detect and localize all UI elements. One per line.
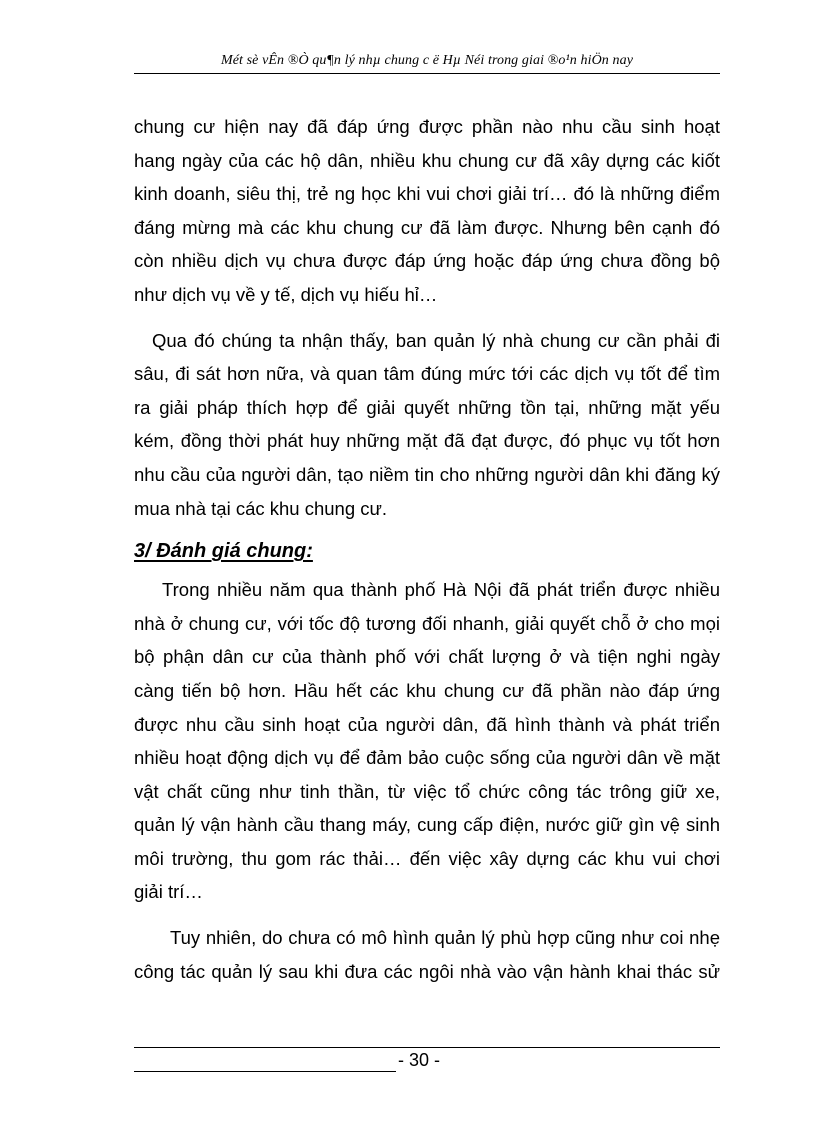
paragraph-3 <box>134 573 720 909</box>
footer-divider <box>134 1047 720 1048</box>
footer-short-rule <box>134 1071 396 1072</box>
text-line: ra giải pháp thích hợp để giải quyết những tồn tại, những mặt yếu <box>134 396 720 418</box>
paragraph-4 <box>134 921 720 988</box>
text-line: Tuy nhiên, do chưa có mô hình quản lý phù hợp cũng như coi nhẹ <box>170 927 720 949</box>
text-line: môi trường, thu gom rác thải… đến việc xây dựng các khu vui chơi <box>134 847 720 869</box>
text-line: đáng mừng mà các khu chung cư đã làm được. Nhưng bên cạnh đó <box>134 216 720 238</box>
text-line: mua nhà tại các khu chung cư. <box>134 497 388 519</box>
text-line: quản lý vận hành cầu thang máy, cung cấp điện, nước giữ gìn vệ sinh <box>134 814 720 836</box>
section-heading-text: 3/ Đánh giá chung: <box>134 540 313 563</box>
text-line: sâu, đi sát hơn nữa, và quan tâm đúng mức tới các dịch vụ tốt để tìm <box>134 363 720 385</box>
text-line: nhiều hoạt động dịch vụ để đảm bảo cuộc sống của người dân về mặt <box>134 747 720 769</box>
text-line: được nhu cầu sinh hoạt của người dân, đã hình thành và phát triển <box>134 713 720 735</box>
text-line: Qua đó chúng ta nhận thấy, ban quản lý nhà chung cư cần phải đi <box>152 329 720 351</box>
text-line: công tác quản lý sau khi đưa các ngôi nhà vào vận hành khai thác sử <box>134 960 720 982</box>
paragraph-gap <box>134 909 720 921</box>
text-line: như dịch vụ về y tế, dịch vụ hiếu hỉ… <box>134 283 438 305</box>
paragraph-1 <box>134 110 720 312</box>
text-line: Trong nhiều năm qua thành phố Hà Nội đã phát triển được nhiều <box>162 579 720 601</box>
paragraph-2 <box>134 324 720 526</box>
text-line: kém, đồng thời phát huy những mặt đã đạt được, đó phục vụ tốt hơn <box>134 430 720 452</box>
text-line: kinh doanh, siêu thị, trẻ ng học khi vui chơi giải trí… đó là những điểm <box>134 183 720 205</box>
text-line: nhu cầu của người dân, tạo niềm tin cho những người dân khi đăng ký <box>134 463 720 485</box>
text-line: hang ngày của các hộ dân, nhiều khu chung cư đã xây dựng các kiốt <box>134 149 720 171</box>
text-line: càng tiến bộ hơn. Hầu hết các khu chung cư đã phần nào đáp ứng <box>134 679 720 701</box>
text-line: giải trí… <box>134 881 203 903</box>
header-divider <box>134 73 720 74</box>
text-line: vật chất cũng như tinh thần, từ việc tổ chức công tác trông giữ xe, <box>134 780 720 802</box>
page-number: - 30 - <box>398 1050 441 1070</box>
document-body <box>134 110 720 988</box>
text-line: chung cư hiện nay đã đáp ứng được phần nào nhu cầu sinh hoạt <box>134 116 720 137</box>
text-line: nhà ở chung cư, với tốc độ tương đối nhanh, giải quyết chỗ ở cho mọi <box>134 612 720 634</box>
text-line: bộ phận dân cư của thành phố với chất lượng ở và tiện nghi ngày <box>134 646 720 668</box>
paragraph-gap <box>134 312 720 324</box>
text-line: còn nhiều dịch vụ chưa được đáp ứng hoặc đáp ứng chưa đồng bộ <box>134 250 720 272</box>
section-heading <box>134 531 720 571</box>
running-header: Mét sè vÊn ®Ò qu¶n lý nhµ chung c ë Hµ Néi trong giai ®o¹n hiÖn nay <box>220 53 634 68</box>
